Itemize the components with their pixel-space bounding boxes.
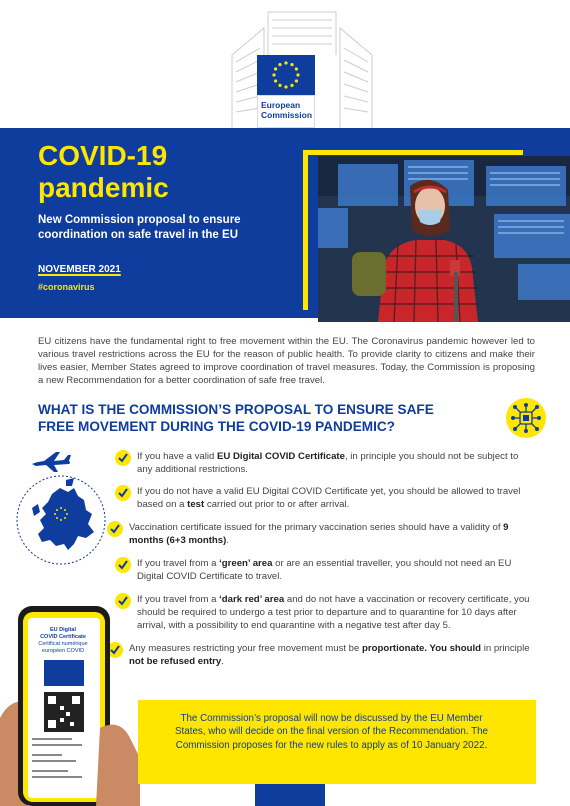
list-item: If you travel from a ‘dark red’ area and do not have a vaccination or recovery certificate, you should be required to undergo a test prior to departure and to quarantine for 10 days after arrival, with a possibility to end quarantine with a negative test after day 5.	[115, 593, 535, 632]
check-icon	[107, 521, 123, 537]
title-line-2: pandemic	[38, 172, 169, 203]
europe-map-icon	[14, 474, 108, 566]
traveller-photo	[318, 156, 570, 322]
check-icon	[115, 485, 131, 501]
title-line-1: COVID-19	[38, 140, 168, 171]
list-item: If you travel from a ‘green’ area or are an essential traveller, you should not need an EU Digital COVID Certificate to travel.	[115, 557, 535, 583]
section-heading: WHAT IS THE COMMISSION’S PROPOSAL TO ENSURE SAFE FREE MOVEMENT DURING THE COVID-19 PANDEMIC?	[38, 402, 434, 434]
phone-certificate-title: EU Digital COVID Certificate Certificat numérique européen COVID	[38, 627, 88, 654]
airplane-icon	[30, 446, 74, 474]
hashtag-link[interactable]: #coronavirus	[38, 282, 95, 292]
closing-text: The Commission’s proposal will now be discussed by the EU Member States, who will decide on the final version of the Recommendation. The Commission proposes for the new rules to apply as of 10 January 2022.	[175, 713, 488, 751]
publication-date: NOVEMBER 2021	[38, 264, 121, 275]
footer-accent	[255, 784, 325, 806]
list-item: If you do not have a valid EU Digital COVID Certificate yet, you should be allowed to travel based on a test carried out prior to or after arrival.	[115, 485, 535, 511]
brand-line-1: European	[261, 100, 301, 110]
list-item: If you have a valid EU Digital COVID Certificate, in principle you should not be subject to any additional restrictions.	[115, 450, 535, 476]
check-icon	[115, 450, 131, 466]
check-icon	[115, 557, 131, 573]
brand-line-2: Commission	[261, 110, 313, 120]
intro-paragraph: EU citizens have the fundamental right to free movement within the EU. The Coronavirus pandemic however led to various travel restrictions across the EU for the reason of public health. To provide clarity to citizens and make their lives easier, Member States agreed to improve coordination of travel measures. Today, the Commission is proposing a new Recommendation for a better coordination of safe free travel.	[38, 336, 535, 386]
page-subtitle: New Commission proposal to ensure coordination on safe travel in the EU	[38, 214, 241, 241]
network-chip-icon	[506, 398, 546, 438]
proposal-checklist	[115, 450, 535, 678]
list-item: Any measures restricting your free movement must be proportionate. You should in principle not be refused entry.	[107, 642, 535, 668]
list-item: Vaccination certificate issued for the primary vaccination series should have a validity of 9 months (6+3 months).	[107, 521, 535, 547]
eu-stars-icon	[257, 55, 315, 95]
eu-flag	[257, 55, 315, 95]
page-title	[38, 140, 169, 204]
brand-name	[257, 95, 315, 128]
